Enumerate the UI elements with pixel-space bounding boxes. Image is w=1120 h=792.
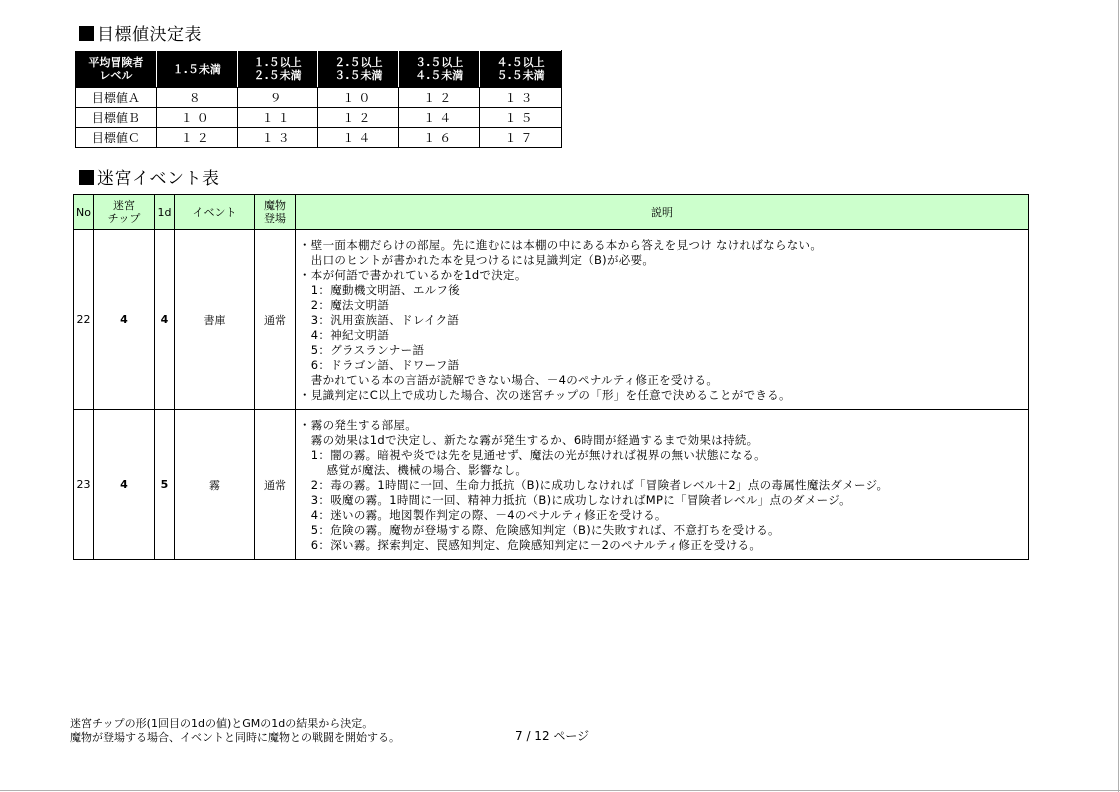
description-line: 1：魔動機文明語、エルフ後 [299, 283, 461, 297]
target-value-cell: １０ [156, 108, 237, 128]
description-cell [296, 410, 1029, 560]
chip-cell: 4 [94, 230, 155, 410]
table-body [76, 88, 562, 148]
event-no-cell: 23 [74, 410, 94, 560]
row-label: 目標値Ａ [76, 88, 157, 108]
table-header-row [76, 51, 562, 88]
die-cell: 5 [155, 410, 175, 560]
description-line: 出口のヒントが書かれた本を見つけるには見識判定（B)が必要。 [299, 253, 655, 267]
description-line: 書かれている本の言語が読解できない場合、－4のペナルティ修正を受ける。 [299, 373, 719, 387]
footnote-1: 迷宮チップの形(1回目の1dの値)とGMの1dの結果から決定。 [70, 717, 374, 730]
target-value-cell: １５ [480, 108, 562, 128]
event-no-cell: 22 [74, 230, 94, 410]
table-row [76, 108, 562, 128]
row-label: 目標値Ｃ [76, 128, 157, 148]
description-line: 5：危険の霧。魔物が登場する際、危険感知判定（B)に失敗すれば、不意打ちを受ける。 [299, 523, 780, 537]
target-value-cell: ９ [237, 88, 318, 108]
die-cell: 4 [155, 230, 175, 410]
table-row [74, 410, 1029, 560]
target-value-table [75, 50, 562, 148]
target-value-cell: １４ [318, 128, 399, 148]
description-line: 3：汎用蛮族語、ドレイク語 [299, 313, 460, 327]
square-bullet-icon [79, 26, 94, 41]
target-value-cell: １２ [156, 128, 237, 148]
square-bullet-icon [79, 170, 94, 185]
section-title-text: 迷宮イベント表 [97, 169, 220, 189]
target-value-cell: １６ [399, 128, 480, 148]
section-title-event [79, 169, 220, 189]
page-edge-right [1118, 0, 1119, 792]
page-edge-bottom [0, 790, 1120, 791]
table-header-row [74, 195, 1029, 230]
section-title-text: 目標値決定表 [97, 25, 202, 45]
description-line: 6：ドラゴン語、ドワーフ語 [299, 358, 460, 372]
chip-cell: 4 [94, 410, 155, 560]
description-line: 5：グラスランナー語 [299, 343, 425, 357]
event-name-cell: 霧 [175, 410, 255, 560]
header-cell-range: １.５以上 ２.５未満 [237, 51, 318, 88]
table-body [74, 230, 1029, 560]
description-cell [296, 230, 1029, 410]
labyrinth-event-table [73, 194, 1029, 560]
description-line: 感覚が魔法、機械の場合、影響なし。 [299, 463, 528, 477]
description-line: 霧の効果は1dで決定し、新たな霧が発生するか、6時間が経過するまで効果は持続。 [299, 433, 759, 447]
description-line: 6：深い霧。探索判定、罠感知判定、危険感知判定に－2のペナルティ修正を受ける。 [299, 538, 762, 552]
target-value-cell: １０ [318, 88, 399, 108]
header-event: イベント [175, 195, 255, 230]
header-chip: 迷宮 チップ [94, 195, 155, 230]
target-value-cell: １４ [399, 108, 480, 128]
description-line: 2：魔法文明語 [299, 298, 390, 312]
section-title-target [79, 25, 202, 45]
description-line: 4：迷いの霧。地図製作判定の際、－4のペナルティ修正を受ける。 [299, 508, 667, 522]
row-label: 目標値Ｂ [76, 108, 157, 128]
table-row [76, 88, 562, 108]
target-value-cell: １２ [318, 108, 399, 128]
header-cell-range: ４.５以上 ５.５未満 [480, 51, 562, 88]
description-line: ・霧の発生する部屋。 [299, 418, 417, 432]
header-cell-range: ３.５以上 ４.５未満 [399, 51, 480, 88]
description-line: ・壁一面本棚だらけの部屋。先に進むには本棚の中にある本から答えを見つけ なければならない。 [299, 238, 823, 252]
target-value-cell: ８ [156, 88, 237, 108]
description-line: 4：神紀文明語 [299, 328, 390, 342]
target-value-cell: １２ [399, 88, 480, 108]
target-value-cell: １１ [237, 108, 318, 128]
header-cell-range: ２.５以上 ３.５未満 [318, 51, 399, 88]
table-row [74, 230, 1029, 410]
target-value-cell: １３ [237, 128, 318, 148]
page-number: 7 / 12 ページ [515, 729, 590, 743]
header-monster: 魔物 登場 [255, 195, 296, 230]
description-line: 3：吸魔の霧。1時間に一回、精神力抵抗（B)に成功しなければMPに「冒険者レベル」点のダメージ。 [299, 493, 851, 507]
target-value-cell: １７ [480, 128, 562, 148]
table-row [76, 128, 562, 148]
footnote-2: 魔物が登場する場合、イベントと同時に魔物との戦闘を開始する。 [70, 731, 400, 744]
event-name-cell: 書庫 [175, 230, 255, 410]
header-1d: 1d [155, 195, 175, 230]
description-line: 2：毒の霧。1時間に一回、生命力抵抗（B)に成功しなければ「冒険者レベル＋2」点の毒属性魔法ダメージ。 [299, 478, 889, 492]
description-line: ・本が何語で書かれているかを1dで決定。 [299, 268, 527, 282]
target-value-cell: １３ [480, 88, 562, 108]
monster-cell: 通常 [255, 230, 296, 410]
description-line: ・見識判定にC以上で成功した場合、次の迷宮チップの「形」を任意で決めることができる。 [299, 388, 791, 402]
description-line: 1：闇の霧。暗視や炎では先を見通せず、魔法の光が無ければ視界の無い状態になる。 [299, 448, 766, 462]
header-description: 説明 [296, 195, 1029, 230]
header-cell-level: 平均冒険者 レベル [76, 51, 157, 88]
header-cell-range: １.５未満 [156, 51, 237, 88]
monster-cell: 通常 [255, 410, 296, 560]
header-no: No [74, 195, 94, 230]
